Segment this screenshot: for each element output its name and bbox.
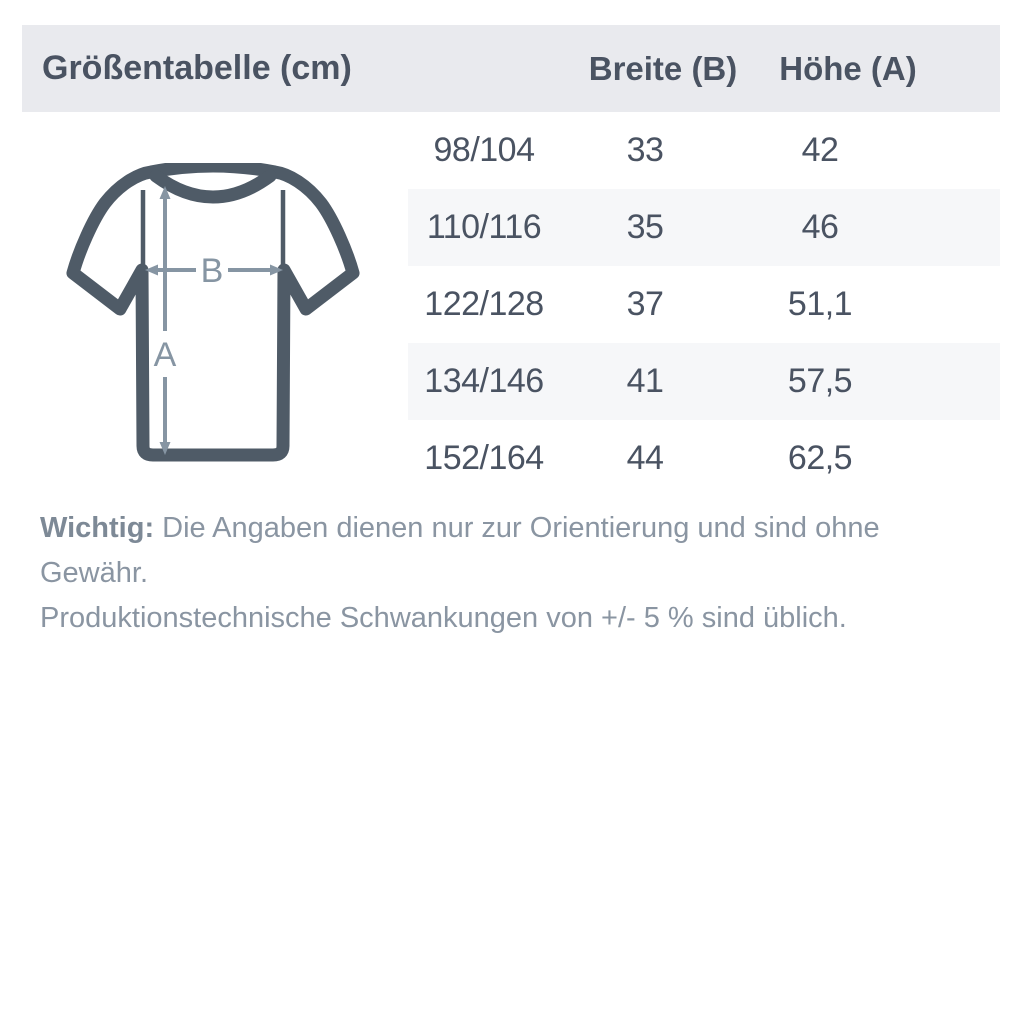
disclaimer-line-1: [40, 506, 980, 596]
table-row: [408, 266, 1000, 343]
table-row: [408, 343, 1000, 420]
cell-width: 44: [626, 439, 664, 477]
cell-width: 35: [626, 208, 664, 246]
cell-size: 122/128: [424, 285, 544, 323]
table-row: [408, 112, 1000, 189]
table-row: [408, 420, 1000, 497]
cell-size: 110/116: [426, 208, 542, 246]
tshirt-outline-icon: [73, 166, 353, 455]
cell-size: 98/104: [433, 131, 535, 169]
disclaimer-line-2: [40, 596, 980, 641]
cell-width: 33: [626, 131, 664, 169]
width-arrow-label: B: [200, 252, 224, 290]
cell-width: 41: [626, 362, 664, 400]
disclaimer-text-2: Produktionstechnische Schwankungen von +/- 5 % sind üblich.: [40, 602, 847, 634]
disclaimer-text-1: Die Angaben dienen nur zur Orientierung und sind ohne Gewähr.: [40, 512, 880, 589]
cell-height: 46: [801, 208, 839, 246]
column-header-height: Höhe (A): [779, 50, 917, 87]
size-chart-header: [22, 25, 1000, 112]
table-row: [408, 189, 1000, 266]
disclaimer-note: [40, 506, 980, 641]
cell-height: 57,5: [787, 362, 853, 400]
cell-size: 134/146: [424, 362, 544, 400]
column-header-width: Breite (B): [588, 50, 738, 87]
size-table: [408, 112, 1000, 497]
cell-width: 37: [626, 285, 664, 323]
cell-size: 152/164: [424, 439, 544, 477]
cell-height: 51,1: [787, 285, 853, 323]
disclaimer-lead: Wichtig:: [40, 512, 155, 544]
height-arrow-label: A: [153, 336, 177, 374]
size-chart-title: Größentabelle (cm): [42, 49, 352, 87]
tshirt-measurement-diagram: [63, 163, 363, 473]
cell-height: 62,5: [787, 439, 853, 477]
cell-height: 42: [801, 131, 839, 169]
